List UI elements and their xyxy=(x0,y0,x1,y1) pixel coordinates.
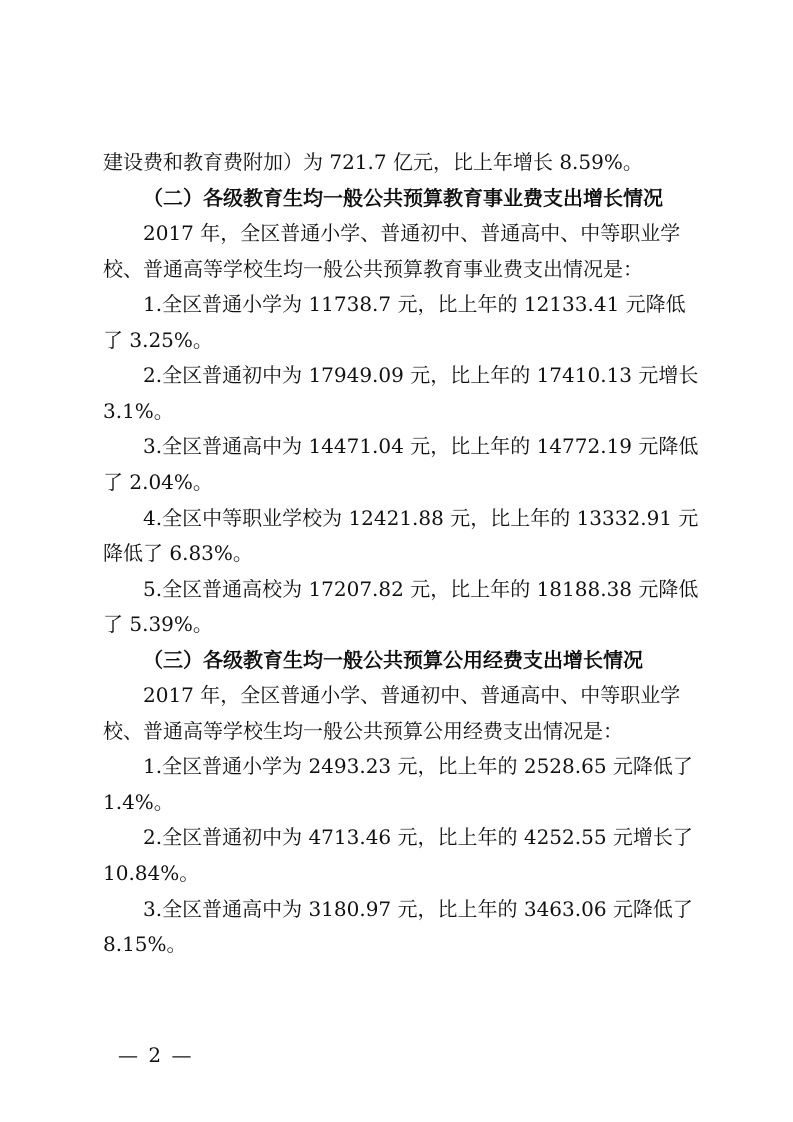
body-line: 降低了 6.83%。 xyxy=(103,541,253,566)
list-item: 4.全区中等职业学校为 12421.88 元，比上年的 13332.91 元 xyxy=(143,505,699,530)
list-item: 1.全区普通小学为 2493.23 元，比上年的 2528.65 元降低了 xyxy=(143,754,693,779)
list-item: 1.全区普通小学为 11738.7 元，比上年的 12133.41 元降低 xyxy=(143,292,686,317)
body-line: 1.4%。 xyxy=(103,789,174,814)
body-line: 3.1%。 xyxy=(103,398,174,423)
body-line: 了 3.25%。 xyxy=(103,327,213,352)
page-number: — 2 — xyxy=(118,1043,194,1067)
body-line: 2017 年，全区普通小学、普通初中、普通高中、中等职业学 xyxy=(143,221,681,246)
body-line: 8.15%。 xyxy=(103,932,187,957)
body-line: 2017 年，全区普通小学、普通初中、普通高中、中等职业学 xyxy=(143,683,681,708)
body-line: 建设费和教育费附加）为 721.7 亿元，比上年增长 8.59%。 xyxy=(103,150,643,174)
body-line: 校、普通高等学校生均一般公共预算公用经费支出情况是： xyxy=(103,718,623,743)
body-line: 校、普通高等学校生均一般公共预算教育事业费支出情况是： xyxy=(103,256,643,281)
section-heading: （二）各级教育生均一般公共预算教育事业费支出增长情况 xyxy=(143,185,663,210)
list-item: 2.全区普通初中为 17949.09 元，比上年的 17410.13 元增长 xyxy=(143,363,699,388)
body-line: 了 5.39%。 xyxy=(103,612,213,637)
section-heading: （三）各级教育生均一般公共预算公用经费支出增长情况 xyxy=(143,647,643,672)
list-item: 5.全区普通高校为 17207.82 元，比上年的 18188.38 元降低 xyxy=(143,576,699,601)
body-line: 了 2.04%。 xyxy=(103,469,213,494)
list-item: 3.全区普通高中为 3180.97 元，比上年的 3463.06 元降低了 xyxy=(143,896,693,921)
list-item: 2.全区普通初中为 4713.46 元，比上年的 4252.55 元增长了 xyxy=(143,825,693,850)
body-line: 10.84%。 xyxy=(103,861,200,885)
list-item: 3.全区普通高中为 14471.04 元，比上年的 14772.19 元降低 xyxy=(143,434,699,459)
